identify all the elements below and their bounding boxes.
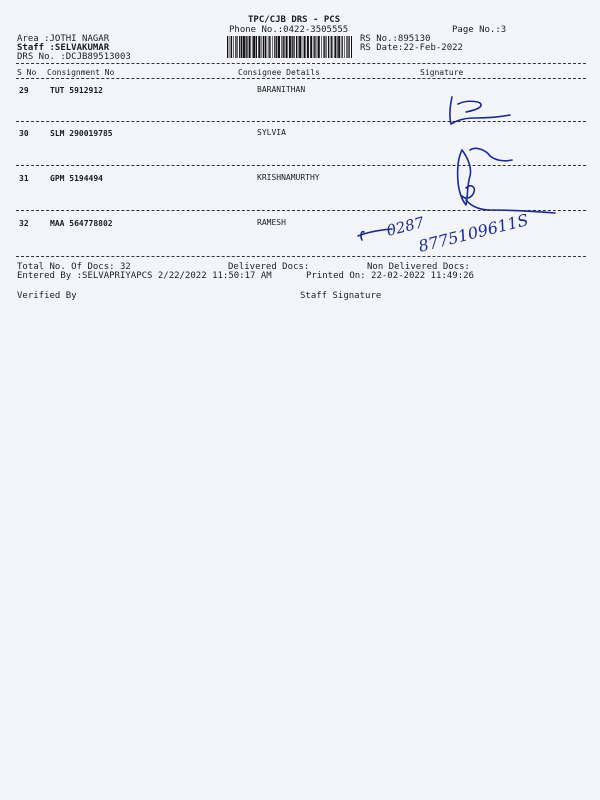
barcode-bar	[281, 36, 282, 58]
barcode-bar	[253, 36, 255, 58]
verified-by-label: Verified By	[17, 291, 77, 301]
barcode-bar	[246, 36, 247, 58]
row-consignee: BARANITHAN	[257, 85, 306, 94]
barcode-bar	[292, 36, 293, 58]
divider	[16, 121, 586, 122]
divider	[16, 256, 586, 257]
barcode-bar	[315, 36, 316, 58]
barcode-bar	[269, 36, 270, 58]
barcode-bar	[241, 36, 242, 58]
barcode-bar	[276, 36, 277, 58]
divider	[16, 63, 586, 64]
barcode-bar	[323, 36, 324, 58]
barcode-bar	[267, 36, 268, 58]
barcode-bar	[263, 36, 264, 58]
barcode-bar	[334, 36, 336, 58]
barcode-bar	[237, 36, 238, 58]
barcode-bar	[348, 36, 349, 58]
staff-signature-label: Staff Signature	[300, 291, 382, 301]
signature-stroke	[466, 200, 555, 213]
barcode-bar	[296, 36, 297, 58]
barcode-bar	[324, 36, 325, 58]
barcode	[227, 36, 352, 58]
printed-on: Printed On: 22-02-2022 11:49:26	[306, 271, 474, 281]
barcode-bar	[302, 36, 303, 58]
barcode-bar	[235, 36, 236, 58]
barcode-bar	[337, 36, 338, 58]
divider	[16, 165, 586, 166]
barcode-bar	[293, 36, 294, 58]
row-consignment: MAA 564778802	[50, 219, 113, 228]
total-docs: Total No. Of Docs: 32	[17, 262, 131, 272]
barcode-bar	[346, 36, 347, 58]
barcode-bar	[347, 36, 348, 58]
row-sno: 31	[19, 174, 29, 183]
row-consignee: RAMESH	[257, 218, 286, 227]
signature-stroke	[358, 229, 392, 236]
row-sno: 29	[19, 86, 29, 95]
row-sno: 32	[19, 219, 29, 228]
barcode-bar	[230, 36, 231, 58]
column-header-consignee: Consignee Details	[238, 68, 320, 77]
barcode-bar	[252, 36, 253, 58]
barcode-bar	[283, 36, 284, 58]
signature-stroke	[361, 232, 364, 240]
handwritten-note: 0287	[384, 213, 427, 240]
column-header-sno: S No	[17, 68, 37, 77]
barcode-bar	[321, 36, 322, 58]
delivered-docs: Delivered Docs:	[228, 262, 310, 272]
divider	[16, 78, 586, 79]
barcode-bar	[338, 36, 340, 58]
phone-number: Phone No.:0422-3505555	[229, 25, 349, 35]
barcode-bar	[274, 36, 275, 58]
barcode-bar	[289, 36, 291, 58]
column-header-consignment: Consignment No	[47, 68, 115, 77]
barcode-bar	[284, 36, 285, 58]
barcode-bar	[314, 36, 315, 58]
barcode-bar	[265, 36, 266, 58]
barcode-bar	[261, 36, 262, 58]
barcode-bar	[310, 36, 312, 58]
barcode-bar	[344, 36, 345, 58]
non-delivered-docs: Non Delivered Docs:	[367, 262, 470, 272]
page-number: Page No.:3	[452, 25, 507, 35]
barcode-bar	[231, 36, 232, 58]
barcode-bar	[299, 36, 301, 58]
row-consignee: SYLVIA	[257, 128, 286, 137]
divider	[16, 210, 586, 211]
barcode-bar	[307, 36, 309, 58]
barcode-bar	[247, 36, 248, 58]
barcode-bar	[333, 36, 334, 58]
drs-number: DRS No. :DCJB89513003	[17, 52, 131, 62]
barcode-bar	[249, 36, 251, 58]
barcode-bar	[304, 36, 306, 58]
barcode-bar	[233, 36, 234, 58]
signature-stroke	[458, 101, 481, 112]
handwritten-phone-number: 8775109611S	[416, 210, 531, 256]
entered-by: Entered By :SELVAPRIYAPCS 2/22/2022 11:50:17 AM	[17, 271, 272, 281]
barcode-bar	[328, 36, 329, 58]
barcode-bar	[326, 36, 327, 58]
signature-stroke	[470, 148, 512, 160]
barcode-bar	[227, 36, 228, 58]
row-sno: 30	[19, 129, 29, 138]
row-consignment: TUT 5912912	[50, 86, 103, 95]
barcode-bar	[258, 36, 260, 58]
rs-date: RS Date:22-Feb-2022	[360, 43, 463, 53]
rs-number: RS No.:895130	[360, 34, 431, 44]
barcode-bar	[317, 36, 318, 58]
row-consignment: GPM 5194494	[50, 174, 103, 183]
area-label: Area :JOTHI NAGAR	[17, 34, 110, 44]
barcode-bar	[256, 36, 257, 58]
barcode-bar	[243, 36, 245, 58]
barcode-bar	[286, 36, 288, 58]
barcode-bar	[331, 36, 332, 58]
barcode-bar	[342, 36, 343, 58]
page-title: TPC/CJB DRS - PCS	[248, 15, 341, 25]
signature-stroke	[462, 186, 474, 198]
signature-stroke	[458, 150, 471, 205]
barcode-bar	[351, 36, 352, 58]
staff-label: Staff :SELVAKUMAR	[17, 43, 110, 53]
barcode-bar	[318, 36, 320, 58]
signature-stroke	[450, 97, 510, 124]
barcode-bar	[272, 36, 273, 58]
row-consignment: SLM 290019785	[50, 129, 113, 138]
barcode-bar	[239, 36, 240, 58]
barcode-bar	[270, 36, 271, 58]
barcode-bar	[298, 36, 299, 58]
row-consignee: KRISHNAMURTHY	[257, 173, 320, 182]
barcode-bar	[278, 36, 280, 58]
column-header-signature: Signature	[420, 68, 464, 77]
